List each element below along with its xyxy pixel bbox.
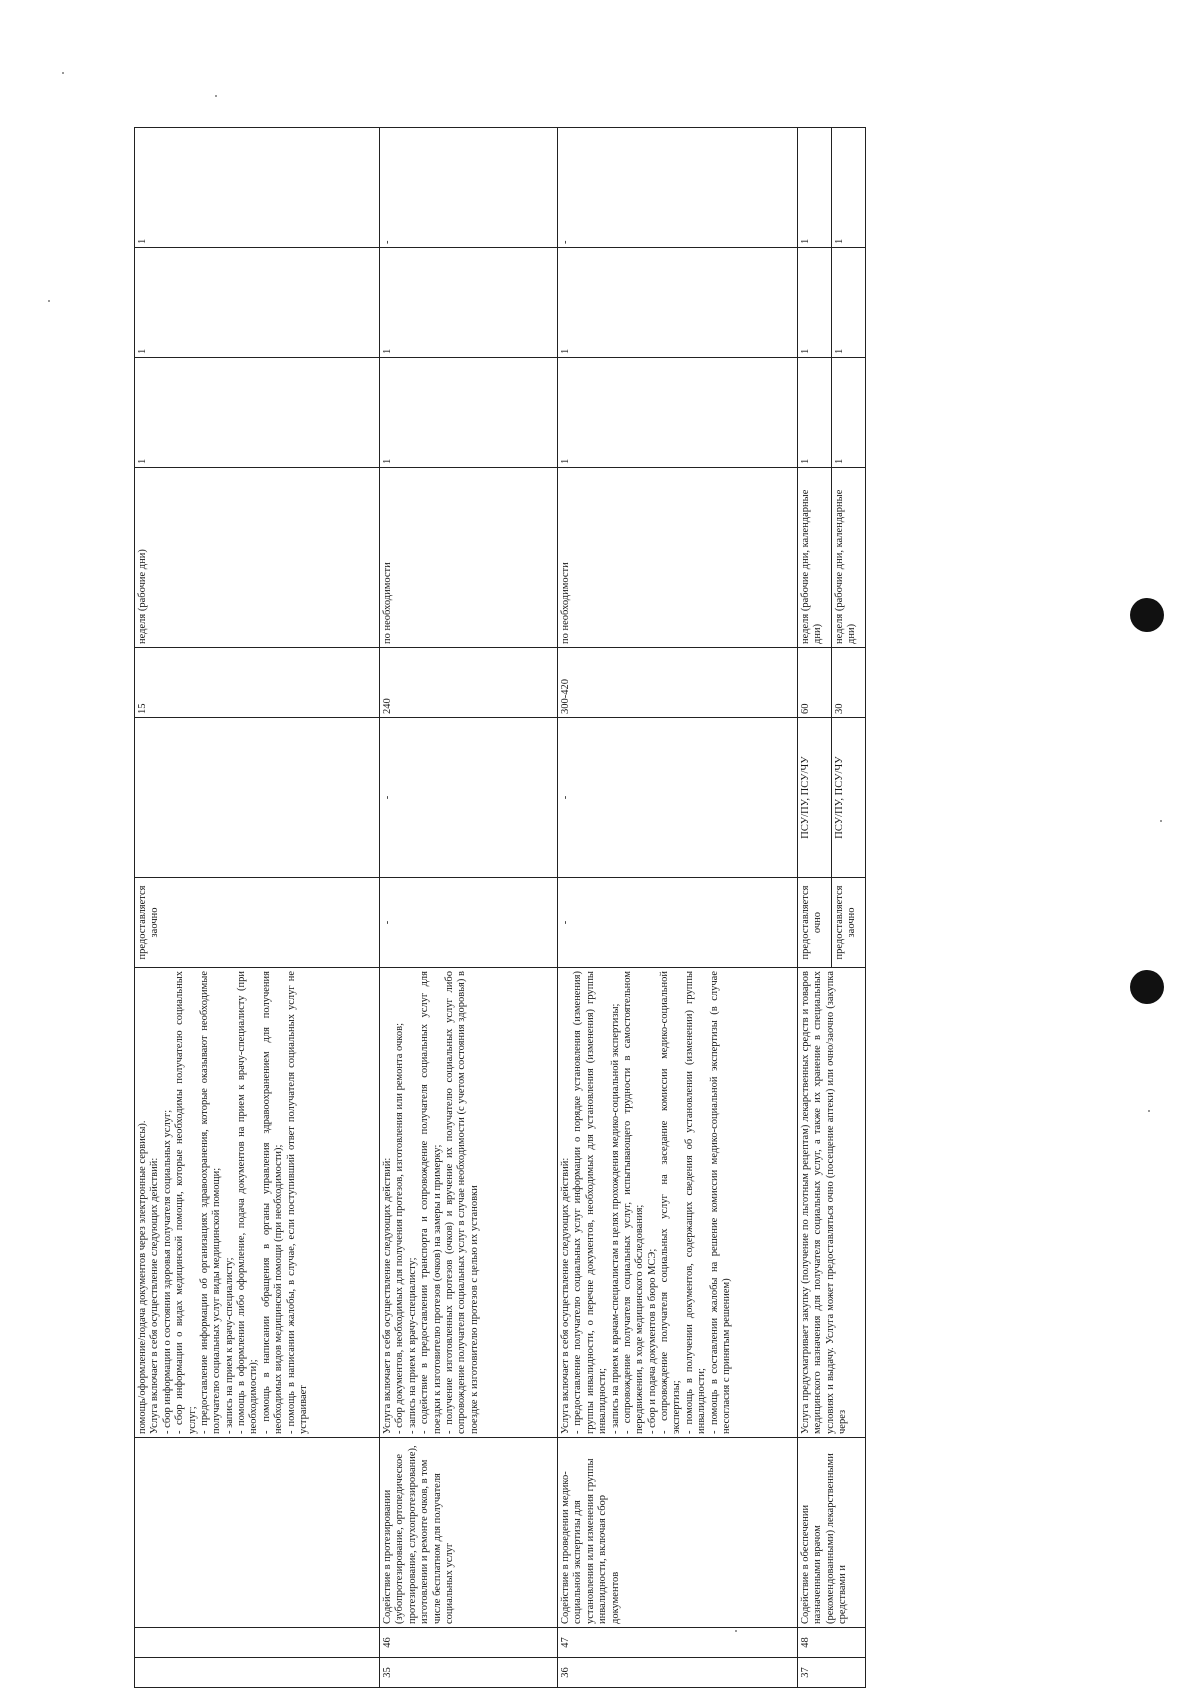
- service-description: [135, 968, 380, 1438]
- periodicity: неделя (рабочие дни, календарные дни): [798, 468, 832, 648]
- value-3: 1: [135, 128, 380, 248]
- time-norm: 240: [380, 648, 558, 718]
- table-row: [380, 128, 558, 1688]
- row-number: 37: [798, 1658, 866, 1688]
- periodicity: по необходимости: [380, 468, 558, 648]
- desc-line: Услуга включает в себя осуществление следующих действий:: [149, 1157, 161, 1434]
- delivery-form: -: [558, 878, 798, 968]
- recipient-category: -: [380, 718, 558, 878]
- row-number: [135, 1658, 380, 1688]
- value-3: 1: [832, 128, 866, 248]
- value-2: 1: [832, 248, 866, 358]
- value-3: -: [558, 128, 798, 248]
- scan-speck: [735, 1630, 737, 1632]
- scan-speck: [48, 300, 50, 302]
- row-number: 36: [558, 1658, 798, 1688]
- recipient-category: [135, 718, 380, 878]
- desc-line: - помощь в получении документов, содержащих сведения об установлении (изменении) группы инвалидности;: [683, 971, 708, 1434]
- value-1: 1: [135, 358, 380, 468]
- desc-line: - содействие в предоставлении транспорта и сопровождение получателя социальных услуг для поездки к изготовителю протезов (очков) на замеры и примерку;: [419, 971, 443, 1434]
- punch-hole-marker: [1130, 970, 1164, 1004]
- desc-line: Услуга включает в себя осуществление следующих действий:: [382, 1157, 393, 1434]
- desc-line: Услуга предусматривает закупку (получение по льготным рецептам) лекарственных средств и товаров медицинского назначения для получателя социальных услуг, а также их хранение в специальных условиях и выдачу. Услуга может предоставляться очно (посещение аптеки) или очно/заочно (закупка через: [800, 971, 849, 1434]
- periodicity: по необходимости: [558, 468, 798, 648]
- value-2: 1: [798, 248, 832, 358]
- rotated-table-frame: [134, 128, 954, 1688]
- services-table: [134, 127, 866, 1688]
- desc-line: - сбор и подача документов в бюро МСЭ;: [646, 1248, 658, 1434]
- periodicity: неделя (рабочие дни, календарные дни): [832, 468, 866, 648]
- service-description: [798, 968, 866, 1438]
- delivery-form: предоставляется заочно: [135, 878, 380, 968]
- desc-line: помощь/оформление/подача документов через электронные сервисы).: [137, 1120, 148, 1434]
- service-name: Содействие в проведении медико-социальной экспертизы для установления или изменения группы инвалидности, включая сбор документов: [558, 1438, 798, 1628]
- time-norm: 30: [832, 648, 866, 718]
- desc-line: - сбор информации о состоянии здоровья получателя социальных услуг;: [161, 1109, 173, 1434]
- desc-line: - запись на прием к врачам-специалистам в целях прохождения медико-социальной экспертизы;: [609, 1003, 621, 1434]
- table-row: [558, 128, 798, 1688]
- service-name: Содействие в протезировании (зубопротезирование, ортопедическое протезирование, слухопротезирование), изготовлении и ремонте очков, в том числе бесплатном для получателя социальных услуг: [380, 1438, 558, 1628]
- recipient-category: ПСУ/ПУ, ПСУ/ЧУ: [832, 718, 866, 878]
- time-norm: 300-420: [558, 648, 798, 718]
- desc-line: Услуга включает в себя осуществление следующих действий:: [560, 1157, 571, 1434]
- value-1: 1: [558, 358, 798, 468]
- row-number: 35: [380, 1658, 558, 1688]
- service-code: 47: [558, 1628, 798, 1658]
- delivery-form: предоставляется заочно: [832, 878, 866, 968]
- time-norm: 60: [798, 648, 832, 718]
- table-row: [135, 128, 380, 1688]
- desc-line: - запись на прием к врачу-специалисту;: [406, 1257, 418, 1434]
- scan-speck: [1160, 820, 1162, 822]
- periodicity: неделя (рабочие дни): [135, 468, 380, 648]
- scan-speck: [62, 72, 64, 74]
- value-2: 1: [558, 248, 798, 358]
- service-name: Содействие в обеспечении назначенными врачом (рекомендованными) лекарственными средствами и: [798, 1438, 866, 1628]
- time-norm: 15: [135, 648, 380, 718]
- delivery-form: -: [380, 878, 558, 968]
- delivery-form: предоставляется очно: [798, 878, 832, 968]
- punch-hole-marker: [1130, 598, 1164, 632]
- desc-line: - сопровождение получателя социальных услуг на заседание комиссии медико-социальной экспертизы;: [659, 971, 683, 1434]
- service-description: [380, 968, 558, 1438]
- desc-line: - предоставление получателю социальных услуг информации о порядке установления (изменения) группы инвалидности, о перечне документов, необходимых для установления (изменения) группы инвалидности;: [572, 971, 609, 1434]
- service-description: [558, 968, 798, 1438]
- value-2: 1: [380, 248, 558, 358]
- scan-speck: [215, 95, 217, 97]
- desc-line: - помощь в написании обращения в органы управления здравоохранением для получения необходимых видов медицинской помощи (при необходимости);: [260, 971, 285, 1434]
- desc-line: - помощь в оформлении либо оформление, подача документов на прием к врачу-специалисту (при необходимости);: [236, 971, 260, 1434]
- value-2: 1: [135, 248, 380, 358]
- value-1: 1: [832, 358, 866, 468]
- desc-line: - получение изготовленных протезов (очков) и вручение их получателю социальных услуг либо сопровождение получателя социальных услуг в случае необходимости (с учетом состояния здоровья) в поездке к изготовителю протезов с целью их установки: [443, 971, 480, 1434]
- desc-line: - запись на прием к врачу-специалисту;: [223, 1257, 235, 1434]
- value-1: 1: [380, 358, 558, 468]
- desc-line: - сбор документов, необходимых для получения протезов, изготовления или ремонта очков;: [394, 1023, 406, 1434]
- service-code: 48: [798, 1628, 866, 1658]
- value-3: 1: [798, 128, 832, 248]
- recipient-category: ПСУ/ПУ, ПСУ/ЧУ: [798, 718, 832, 878]
- desc-line: - помощь в написании жалобы, в случае, если поступивший ответ получателя социальных услуг не устраивает: [285, 971, 309, 1434]
- service-code: [135, 1628, 380, 1658]
- desc-line: - предоставление информации об организациях здравоохранения, которые оказывают необходимые получателю социальных услуг виды медицинской помощи;: [198, 971, 223, 1434]
- desc-line: - сопровождение получателя социальных услуг, испытывающего трудности в самостоятельном передвижении, в ходе медицинского обследования;: [621, 971, 646, 1434]
- scan-speck: [1148, 1110, 1150, 1112]
- value-1: 1: [798, 358, 832, 468]
- service-code: 46: [380, 1628, 558, 1658]
- desc-line: - помощь в составлении жалобы на решение комиссии медико-социальной экспертизы (в случае несогласия с принятым решением): [708, 971, 732, 1434]
- table-row: [798, 128, 832, 1688]
- service-name: [135, 1438, 380, 1628]
- value-3: -: [380, 128, 558, 248]
- desc-line: - сбор информации о видах медицинской помощи, которые необходимы получателю социальных услуг;: [174, 971, 198, 1434]
- recipient-category: -: [558, 718, 798, 878]
